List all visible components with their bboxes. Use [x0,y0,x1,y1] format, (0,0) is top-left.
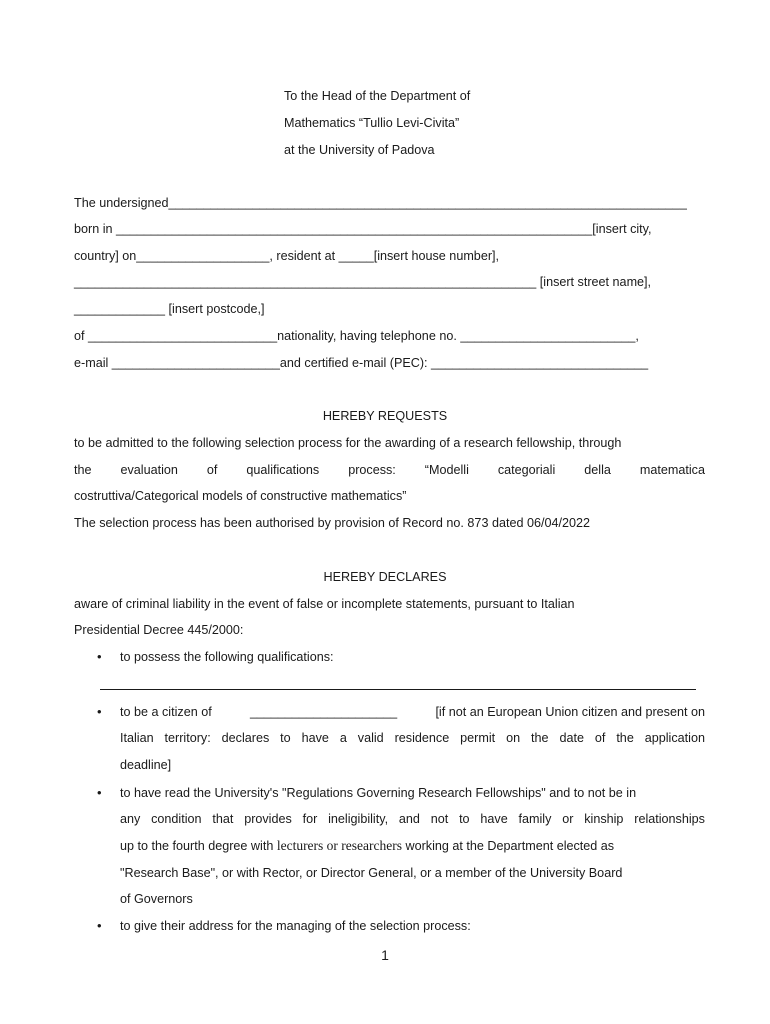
citizenship-line-1 [120,704,705,720]
email-field: e-mail ________________________and certified e-mail (PEC): _______________________________ [74,356,649,370]
word: ineligibility, [328,812,389,826]
birthplace-field: born in ____________________________________________________________________[insert city, [74,222,652,236]
word: relationships [634,812,705,826]
requests-line-1: to be admitted to the following selection process for the awarding of a research fellowship, through [74,436,622,450]
text-segment-serif: lecturers or researchers [276,838,402,853]
word: have [480,812,508,826]
word: categoriali [497,463,556,477]
word: the [531,731,549,745]
word: of [206,463,218,477]
requests-line-2 [74,462,705,478]
word: have [301,731,329,745]
word: the [616,731,634,745]
word: for [302,812,318,826]
declares-line-1: aware of criminal liability in the event of false or incomplete statements, pursuant to Italian [74,597,575,611]
word: “Modelli [424,463,469,477]
page-number: 1 [381,947,389,963]
word: kinship [584,812,624,826]
addressee-line-3: at the University of Padova [284,143,435,157]
regulations-line-3 [120,838,614,854]
street-field: __________________________________________________________________ [insert street name], [74,275,652,289]
nationality-phone-field: of ___________________________nationality, having telephone no. _________________________, [74,329,639,343]
addressee-line-1: To the Head of the Department of [284,89,471,103]
word: that [212,812,234,826]
declares-line-2: Presidential Decree 445/2000: [74,623,244,637]
qualifications-blank-line [100,689,696,690]
regulations-line-1: to have read the University's "Regulations Governing Research Fellowships" and to not be in [120,786,637,800]
word: Italian [120,731,154,745]
qualifications-item: to possess the following qualifications: [120,650,334,664]
word: qualifications [246,463,320,477]
word: a [339,731,347,745]
word: application [644,731,705,745]
word: della [584,463,611,477]
word: and [398,812,420,826]
word: family [518,812,552,826]
word: to be a citizen of [120,705,212,719]
word: date [559,731,584,745]
regulations-line-4: "Research Base", or with Rector, or Director General, or a member of the University Board [120,866,623,880]
word: provides [244,812,292,826]
word: not [430,812,449,826]
word: evaluation [120,463,178,477]
word: to [280,731,291,745]
citizenship-blank: _____________________ [250,705,398,719]
requests-line-3: costruttiva/Categorical models of constructive mathematics” [74,489,407,503]
word: residence [394,731,450,745]
word: any [120,812,141,826]
bullet-icon: • [97,785,102,800]
text-segment: working at the Department elected as [402,839,615,853]
bullet-icon: • [97,704,102,719]
text-segment: up to the fourth degree with [120,839,277,853]
word: or [562,812,574,826]
word: declares [221,731,270,745]
word: of [594,731,606,745]
declares-heading: HEREBY DECLARES [323,570,447,584]
word: [if not an European Union citizen and present on [435,705,705,719]
word: on [506,731,521,745]
regulations-line-5: of Governors [120,892,193,906]
bullet-icon: • [97,918,102,933]
authorisation-line: The selection process has been authorised by provision of Record no. 873 dated 06/04/2022 [74,516,590,530]
citizenship-line-3: deadline] [120,758,172,772]
word: to [459,812,470,826]
word: permit [460,731,496,745]
word: condition [151,812,202,826]
word: process: [348,463,396,477]
postcode-field: _____________ [insert postcode,] [74,302,265,316]
word: the [74,463,92,477]
country-residence-field: country] on___________________, resident at _____[insert house number], [74,249,500,263]
word: matematica [639,463,705,477]
bullet-icon: • [97,649,102,664]
addressee-line-2: Mathematics “Tullio Levi-Civita” [284,116,460,130]
citizenship-line-2 [120,730,705,746]
address-item: to give their address for the managing of the selection process: [120,919,471,933]
requests-heading: HEREBY REQUESTS [322,409,448,423]
undersigned-field: The undersigned__________________________________________________________________________ [74,196,687,210]
word: valid [357,731,384,745]
regulations-line-2 [120,811,705,827]
word: territory: [164,731,211,745]
